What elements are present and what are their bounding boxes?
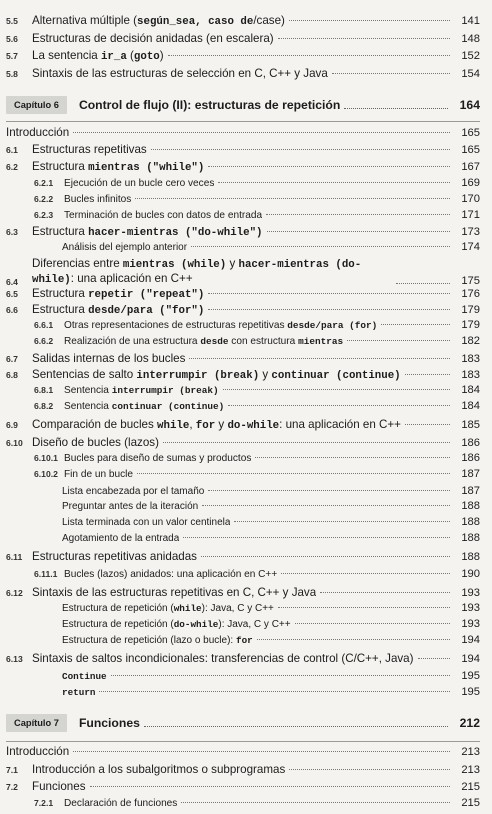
dot-leader <box>289 769 450 770</box>
entry-title: Preguntar antes de la iteración <box>62 501 199 512</box>
code-keyword: return <box>62 687 96 698</box>
section-divider <box>6 121 480 122</box>
dot-leader <box>405 424 450 425</box>
toc-entry[interactable] <box>6 303 480 320</box>
page-number: 188 <box>461 516 480 528</box>
code-keyword: for <box>195 420 216 432</box>
page-number: 152 <box>461 50 480 62</box>
dot-leader <box>90 786 451 787</box>
entry-title: Introducción <box>6 745 70 758</box>
toc-entry[interactable] <box>34 568 480 585</box>
section-number: 6.6.1 <box>34 320 54 330</box>
entry-title: Diferencias entre mientras (while) y hacer-mientras (do-while): una aplicación en C++ <box>32 257 362 286</box>
page-number: 188 <box>461 532 480 544</box>
code-keyword: Continue <box>62 671 107 682</box>
toc-entry[interactable] <box>6 14 480 31</box>
page-number: 194 <box>461 634 480 646</box>
section-number: 6.2.3 <box>34 210 54 220</box>
toc-entry[interactable] <box>34 177 480 194</box>
toc-entry[interactable] <box>6 652 480 669</box>
page-number: 212 <box>459 716 480 730</box>
page-number: 185 <box>461 419 480 431</box>
code-keyword: hacer-mientras (do-while) <box>32 259 362 286</box>
toc-entry[interactable] <box>6 586 480 603</box>
code-keyword: for <box>235 635 253 646</box>
section-number: 6.13 <box>6 654 23 664</box>
toc-entry[interactable] <box>6 287 480 304</box>
toc-entry[interactable] <box>6 67 480 84</box>
chapter-badge: Capítulo 6 <box>6 96 67 114</box>
section-number: 6.2 <box>6 162 18 172</box>
toc-entry[interactable] <box>62 686 480 703</box>
page-number: 165 <box>461 144 480 156</box>
entry-title: Estructuras repetitivas <box>32 143 147 156</box>
page-number: 164 <box>459 98 480 112</box>
entry-title: Sintaxis de las estructuras de selección en C, C++ y Java <box>32 67 328 80</box>
page-number: 184 <box>461 384 480 396</box>
section-number: 7.2 <box>6 782 18 792</box>
dot-leader <box>208 490 450 491</box>
entry-title: Estructuras de decisión anidadas (en escalera) <box>32 32 274 45</box>
page-number: 215 <box>461 797 480 809</box>
entry-title: Funciones <box>32 780 86 793</box>
dot-leader <box>73 751 450 752</box>
page-number: 188 <box>461 500 480 512</box>
entry-title: Estructuras repetitivas anidadas <box>32 550 197 563</box>
code-keyword: repetir ("repeat") <box>88 289 205 301</box>
code-keyword: mientras <box>298 336 344 347</box>
page-number: 213 <box>461 764 480 776</box>
page-number: 183 <box>461 369 480 381</box>
dot-leader <box>168 55 450 56</box>
page-number: 179 <box>461 304 480 316</box>
section-number: 6.7 <box>6 354 18 364</box>
page-number: 171 <box>461 209 480 221</box>
entry-title: Diseño de bucles (lazos) <box>32 436 159 449</box>
section-number: 6.10.1 <box>34 453 58 463</box>
page-number: 183 <box>461 353 480 365</box>
entry-title: Otras representaciones de estructuras repetitivas desde/para (for) <box>64 320 378 331</box>
page-number: 195 <box>461 670 480 682</box>
page-number: 193 <box>461 602 480 614</box>
toc-entry[interactable] <box>34 452 480 469</box>
section-number: 6.1 <box>6 145 18 155</box>
toc-entry[interactable] <box>62 500 480 517</box>
entry-title: Sentencia interrumpir (break) <box>64 385 219 396</box>
code-keyword: interrumpir (break) <box>136 370 260 382</box>
entry-title: Introducción <box>6 126 70 139</box>
entry-title: Sintaxis de las estructuras repetitivas en C, C++ y Java <box>32 586 317 599</box>
section-number: 7.1 <box>6 765 18 775</box>
dot-leader <box>278 607 450 608</box>
dot-leader <box>228 405 450 406</box>
dot-leader <box>223 389 450 390</box>
section-number: 6.11 <box>6 552 23 562</box>
toc-entry[interactable] <box>6 418 480 435</box>
code-keyword: while <box>173 603 202 614</box>
dot-leader <box>202 505 450 506</box>
entry-title: Alternativa múltiple (según_sea, caso de/case) <box>32 14 285 28</box>
dot-leader <box>144 726 448 727</box>
dot-leader <box>405 374 450 375</box>
section-number: 6.8.2 <box>34 401 54 411</box>
entry-title: Sentencia continuar (continue) <box>64 401 225 412</box>
dot-leader <box>332 73 450 74</box>
entry-title: Agotamiento de la entrada <box>62 533 180 544</box>
code-keyword: desde <box>200 336 229 347</box>
entry-title: Estructura mientras ("while") <box>32 160 205 174</box>
section-number: 6.11.1 <box>34 569 58 579</box>
toc-entry[interactable] <box>62 602 480 619</box>
dot-leader <box>295 623 450 624</box>
toc-entry[interactable] <box>6 352 480 369</box>
dot-leader <box>344 108 448 109</box>
dot-leader <box>111 675 450 676</box>
toc-entry[interactable] <box>6 126 480 143</box>
entry-title <box>62 671 107 682</box>
entry-title: Lista terminada con un valor centinela <box>62 517 231 528</box>
dot-leader <box>73 132 450 133</box>
section-number: 7.2.1 <box>34 798 54 808</box>
page-number: 188 <box>461 551 480 563</box>
dot-leader <box>396 283 450 284</box>
toc-entry[interactable] <box>6 143 480 160</box>
toc-entry[interactable] <box>6 550 480 567</box>
section-number: 6.4 <box>6 277 18 287</box>
section-number: 6.2.2 <box>34 194 54 204</box>
code-keyword: continuar (continue) <box>111 401 225 412</box>
dot-leader <box>289 20 450 21</box>
dot-leader <box>278 38 450 39</box>
dot-leader <box>381 324 450 325</box>
dot-leader <box>137 473 450 474</box>
code-keyword: do-while <box>227 420 280 432</box>
code-keyword: desde/para ("for") <box>88 305 205 317</box>
dot-leader <box>191 246 450 247</box>
page-number: 179 <box>461 319 480 331</box>
dot-leader <box>267 231 451 232</box>
page-number: 170 <box>461 193 480 205</box>
toc-entry[interactable] <box>34 335 480 352</box>
page-number: 154 <box>461 68 480 80</box>
page-number: 182 <box>461 335 480 347</box>
dot-leader <box>281 573 450 574</box>
entry-title <box>62 687 95 698</box>
toc-entry[interactable] <box>62 670 480 687</box>
code-keyword: ir_a <box>100 51 127 63</box>
page-number: 193 <box>461 618 480 630</box>
page-number: 213 <box>461 746 480 758</box>
dot-leader <box>234 521 450 522</box>
page-number: 186 <box>461 437 480 449</box>
code-keyword: interrumpir (break) <box>111 385 219 396</box>
section-number: 6.8 <box>6 370 18 380</box>
entry-title: Estructura desde/para ("for") <box>32 303 205 317</box>
section-number: 6.6.2 <box>34 336 54 346</box>
chapter-heading <box>6 95 480 115</box>
dot-leader <box>218 182 450 183</box>
toc-entry[interactable] <box>6 32 480 49</box>
dot-leader <box>181 802 450 803</box>
page-number: 167 <box>461 161 480 173</box>
toc-entry[interactable] <box>62 532 480 549</box>
page-number: 190 <box>461 568 480 580</box>
page-number: 187 <box>461 485 480 497</box>
page-number: 187 <box>461 468 480 480</box>
code-keyword: desde/para (for) <box>287 320 378 331</box>
dot-leader <box>163 442 450 443</box>
section-number: 5.7 <box>6 51 18 61</box>
entry-title: Sentencias de salto interrumpir (break) y continuar (continue) <box>32 368 401 382</box>
entry-title: Estructura de repetición (do-while): Java, C y C++ <box>62 619 291 630</box>
page-number: 176 <box>461 288 480 300</box>
page-number: 215 <box>461 781 480 793</box>
dot-leader <box>347 340 450 341</box>
code-keyword: goto <box>133 51 160 63</box>
chapter-badge: Capítulo 7 <box>6 714 67 732</box>
page-number: 148 <box>461 33 480 45</box>
dot-leader <box>208 293 450 294</box>
dot-leader <box>266 214 450 215</box>
toc-entry[interactable] <box>34 400 480 417</box>
code-keyword: según_sea, caso de <box>137 16 254 28</box>
section-number: 6.9 <box>6 420 18 430</box>
entry-title: Terminación de bucles con datos de entrada <box>64 210 263 221</box>
entry-title: Bucles infinitos <box>64 194 132 205</box>
page-number: 169 <box>461 177 480 189</box>
entry-title: Bucles (lazos) anidados: una aplicación en C++ <box>64 569 278 580</box>
toc-entry[interactable] <box>62 618 480 635</box>
toc-entry[interactable] <box>62 634 480 651</box>
entry-title: Lista encabezada por el tamaño <box>62 486 205 497</box>
code-keyword: hacer-mientras ("do-while") <box>88 227 263 239</box>
dot-leader <box>99 691 450 692</box>
dot-leader <box>418 658 451 659</box>
toc-entry[interactable] <box>6 745 480 762</box>
page-number: 193 <box>461 587 480 599</box>
toc-entry[interactable] <box>62 241 480 258</box>
dot-leader <box>135 198 450 199</box>
entry-title: Análisis del ejemplo anterior <box>62 242 188 253</box>
page-number: 194 <box>461 653 480 665</box>
dot-leader <box>201 556 450 557</box>
toc-entry[interactable] <box>6 160 480 177</box>
chapter-title: Funciones <box>78 716 140 730</box>
page-number: 174 <box>461 241 480 253</box>
section-number: 5.8 <box>6 69 18 79</box>
page-number: 173 <box>461 226 480 238</box>
section-number: 6.12 <box>6 588 23 598</box>
page-number: 184 <box>461 400 480 412</box>
dot-leader <box>255 457 450 458</box>
page-number: 175 <box>461 275 480 287</box>
toc-entry[interactable] <box>34 319 480 336</box>
entry-title: Estructura repetir ("repeat") <box>32 287 205 301</box>
code-keyword: while <box>157 420 190 432</box>
chapter-title: Control de flujo (II): estructuras de repetición <box>78 98 341 112</box>
entry-title: Estructura de repetición (lazo o bucle): for <box>62 635 253 646</box>
dot-leader <box>183 537 450 538</box>
toc-entry[interactable] <box>6 49 480 66</box>
dot-leader <box>208 309 450 310</box>
toc-entry[interactable] <box>6 436 480 453</box>
entry-title: Estructura de repetición (while): Java, C y C++ <box>62 603 274 614</box>
section-number: 5.5 <box>6 16 18 26</box>
toc-entry[interactable] <box>6 763 480 780</box>
entry-title: Bucles para diseño de sumas y productos <box>64 453 252 464</box>
section-divider <box>6 741 480 742</box>
entry-title: Realización de una estructura desde con estructura mientras <box>64 336 344 347</box>
toc-entry[interactable] <box>6 780 480 797</box>
toc-entry[interactable] <box>34 209 480 226</box>
page-number: 186 <box>461 452 480 464</box>
toc-entry[interactable] <box>34 384 480 401</box>
page-number: 141 <box>461 15 480 27</box>
page-number: 195 <box>461 686 480 698</box>
section-number: 6.3 <box>6 227 18 237</box>
code-keyword: mientras ("while") <box>88 162 205 174</box>
toc-entry[interactable] <box>6 368 480 385</box>
dot-leader <box>257 639 450 640</box>
code-keyword: continuar (continue) <box>271 370 401 382</box>
dot-leader <box>151 149 450 150</box>
entry-title: Introducción a los subalgoritmos o subprogramas <box>32 763 286 776</box>
entry-title: Estructura hacer-mientras ("do-while") <box>32 225 263 239</box>
toc-entry[interactable] <box>62 516 480 533</box>
entry-title: La sentencia ir_a (goto) <box>32 49 164 63</box>
section-number: 6.6 <box>6 305 18 315</box>
section-number: 6.10 <box>6 438 23 448</box>
section-number: 6.2.1 <box>34 178 54 188</box>
dot-leader <box>320 592 450 593</box>
entry-title: Ejecución de un bucle cero veces <box>64 178 215 189</box>
dot-leader <box>208 166 450 167</box>
page-number: 165 <box>461 127 480 139</box>
section-number: 5.6 <box>6 34 18 44</box>
entry-title: Comparación de bucles while, for y do-while: una aplicación en C++ <box>32 418 401 432</box>
code-keyword: do-while <box>173 619 219 630</box>
section-number: 6.5 <box>6 289 18 299</box>
section-number: 6.10.2 <box>34 469 58 479</box>
chapter-heading <box>6 713 480 733</box>
toc-entry[interactable] <box>34 468 480 485</box>
toc-entry[interactable] <box>34 193 480 210</box>
toc-entry[interactable] <box>6 225 480 242</box>
section-number: 6.8.1 <box>34 385 54 395</box>
entry-title: Fin de un bucle <box>64 469 134 480</box>
code-keyword: mientras (while) <box>122 259 227 271</box>
toc-entry[interactable] <box>6 257 480 287</box>
entry-title: Sintaxis de saltos incondicionales: transferencias de control (C/C++, Java) <box>32 652 414 665</box>
entry-title: Salidas internas de los bucles <box>32 352 186 365</box>
dot-leader <box>189 358 450 359</box>
entry-title: Declaración de funciones <box>64 798 178 809</box>
